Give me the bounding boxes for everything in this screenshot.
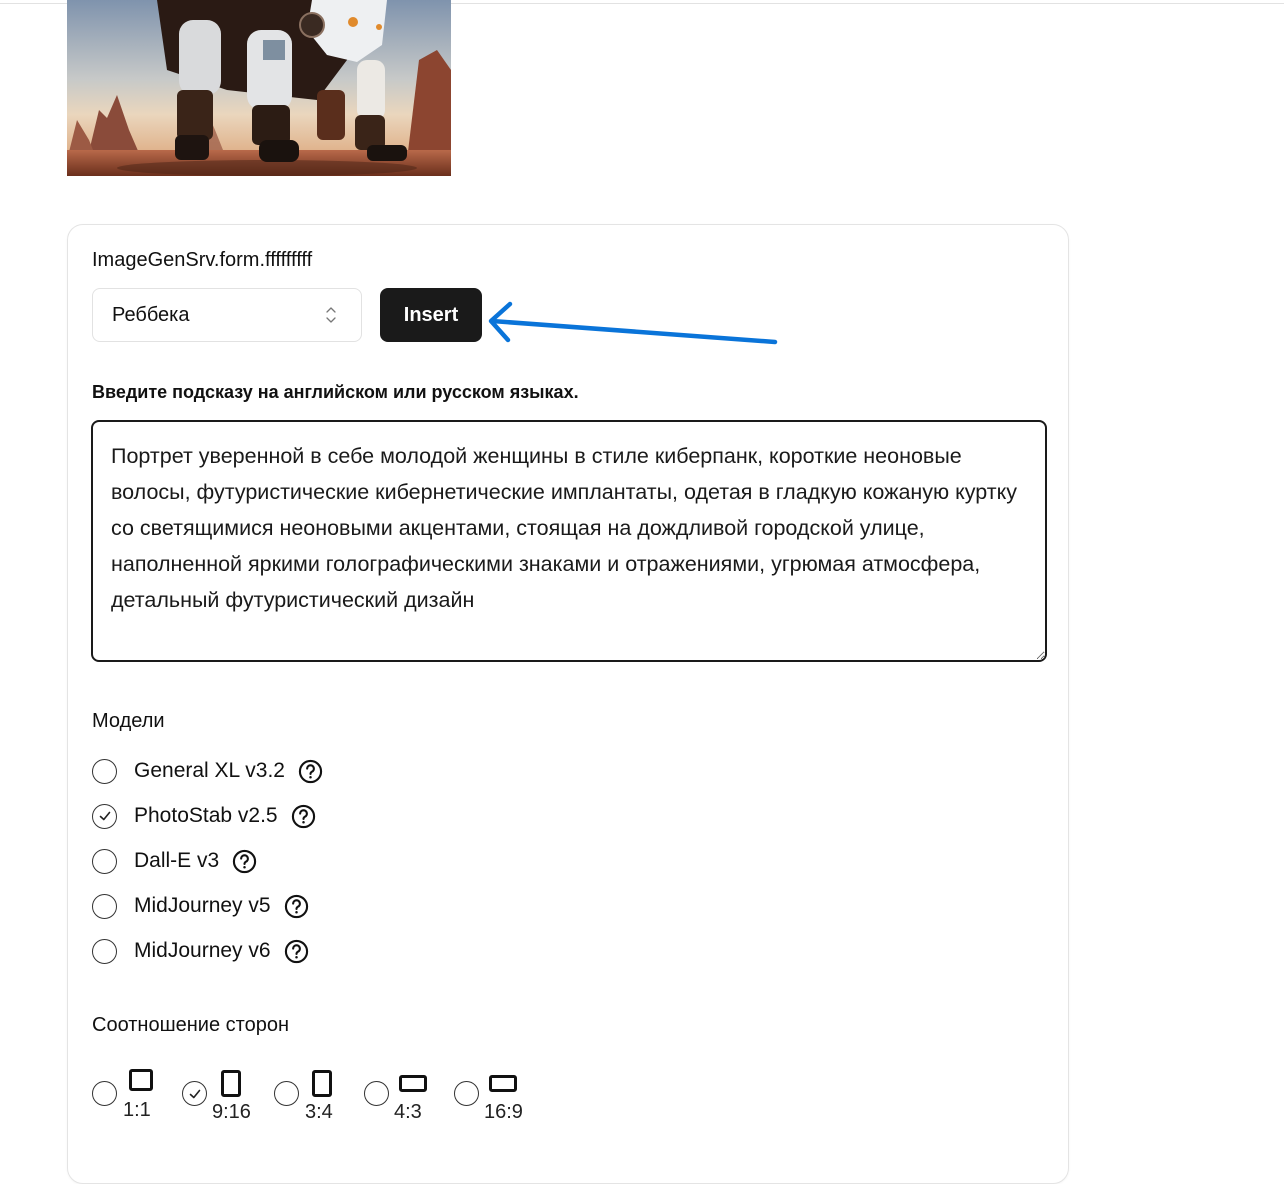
help-icon[interactable] [298,759,323,784]
help-icon[interactable] [284,894,309,919]
aspect-label: 3:4 [305,1101,333,1123]
template-select-value: Реббека [112,303,190,326]
model-label: MidJourney v6 [134,939,271,962]
aspect-label: 4:3 [394,1101,422,1123]
aspect-label: 1:1 [123,1099,151,1121]
aspect-label: 9:16 [212,1101,251,1123]
aspect-option-3-4[interactable] [274,1065,344,1125]
help-icon[interactable] [232,849,257,874]
landscape-icon [489,1075,517,1092]
checkmark-icon [188,1087,202,1101]
image-gen-form-card [67,224,1069,1184]
model-option-general-xl[interactable] [92,756,323,786]
portrait-icon [221,1070,241,1097]
radio-button[interactable] [92,939,117,964]
aspect-option-4-3[interactable] [364,1065,434,1125]
radio-button[interactable] [364,1081,389,1106]
radio-button-checked[interactable] [182,1081,207,1106]
checkmark-icon [98,809,112,823]
model-option-midjourney-v6[interactable] [92,936,309,966]
annotation-arrow-icon [480,298,785,348]
prompt-textarea[interactable] [91,420,1047,662]
radio-button[interactable] [274,1081,299,1106]
insert-button[interactable]: Insert [380,288,482,342]
aspect-ratio-section-label: Соотношение сторон [92,1014,289,1036]
aspect-option-16-9[interactable] [454,1065,534,1125]
square-icon [129,1069,153,1091]
help-icon[interactable] [291,804,316,829]
model-option-midjourney-v5[interactable] [92,891,309,921]
prompt-label: Введите подсказу на английском или русском языках. [92,382,579,402]
aspect-option-9-16[interactable] [182,1065,262,1125]
radio-button-checked[interactable] [92,804,117,829]
form-title: ImageGenSrv.form.fffffffff [92,249,313,271]
model-option-dall-e[interactable] [92,846,257,876]
portrait-icon [312,1070,332,1097]
model-label: Dall-E v3 [134,849,220,872]
radio-button[interactable] [92,1081,117,1106]
robot-cat-image [67,0,451,176]
radio-button[interactable] [92,894,117,919]
template-select[interactable] [92,288,362,342]
help-icon[interactable] [284,939,309,964]
radio-button[interactable] [92,759,117,784]
generated-image-preview[interactable] [67,0,451,176]
landscape-icon [399,1075,427,1092]
chevron-up-down-icon [325,306,337,324]
aspect-label: 16:9 [484,1101,523,1123]
model-label: PhotoStab v2.5 [134,804,278,827]
models-section-label: Модели [92,710,165,732]
model-label: MidJourney v5 [134,894,271,917]
radio-button[interactable] [92,849,117,874]
aspect-option-1-1[interactable] [92,1065,162,1125]
model-option-photostab[interactable] [92,801,316,831]
radio-button[interactable] [454,1081,479,1106]
model-label: General XL v3.2 [134,759,285,782]
